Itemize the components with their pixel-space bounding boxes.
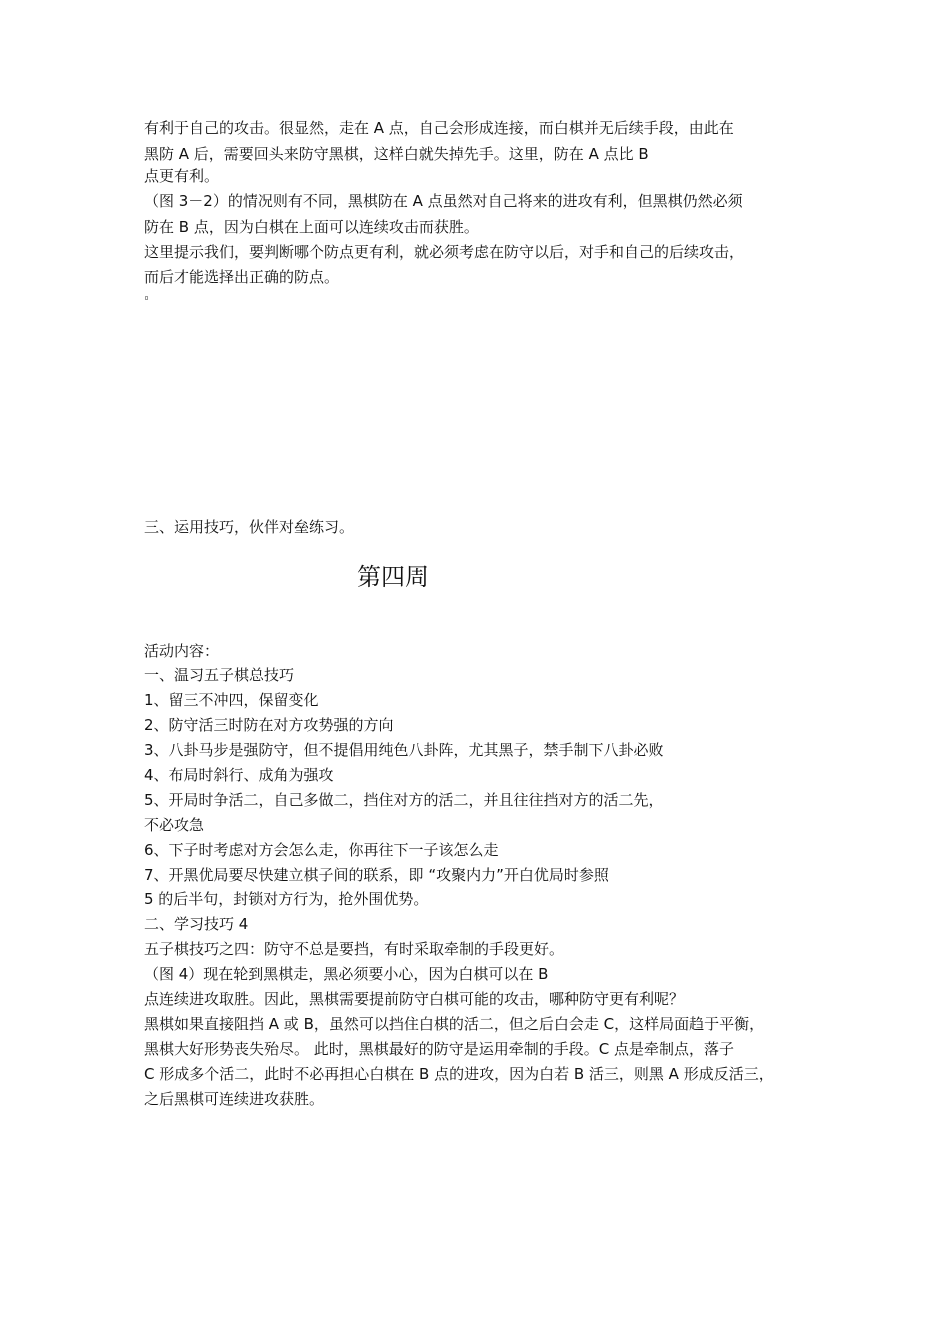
week-heading: 第四周 (357, 563, 429, 591)
section-two-title: 二、学习技巧 4 (144, 915, 249, 933)
list-item: 6、下子时考虑对方会怎么走，你再往下一子该怎么走 (144, 841, 499, 859)
paragraph-line: 点更有利。 (144, 167, 220, 185)
paragraph-line: 黑防 A 后，需要回头来防守黑棋，这样白就失掉先手。这里，防在 A 点比 B (144, 145, 649, 163)
list-item: 3、八卦马步是强防守，但不提倡用纯色八卦阵，尤其黑子，禁手制下八卦必败 (144, 741, 664, 759)
paragraph-line: 防在 B 点，因为白棋在上面可以连续攻击而获胜。 (144, 218, 479, 236)
paragraph-line: 有利于自己的攻击。很显然，走在 A 点，自己会形成连接，而白棋并无后续手段，由此在 (144, 119, 734, 137)
paragraph-line: 点连续进攻取胜。因此，黑棋需要提前防守白棋可能的攻击，哪种防守更有利呢？ (144, 990, 685, 1008)
list-item: 7、开黑优局要尽快建立棋子间的联系，即 “攻聚内力”开白优局时参照 (144, 866, 609, 884)
list-item-continuation: 不必攻急 (144, 816, 205, 834)
section-three-title: 三、运用技巧，伙伴对垒练习。 (144, 518, 355, 536)
paragraph-line: 黑棋如果直接阻挡 A 或 B，虽然可以挡住白棋的活二，但之后白会走 C，这样局面趋于平衡， (144, 1015, 765, 1033)
section-one-title: 一、温习五子棋总技巧 (144, 666, 295, 684)
list-item: 4、布局时斜行、成角为强攻 (144, 766, 334, 784)
list-item-continuation: 5 的后半句，封锁对方行为，抢外围优势。 (144, 890, 429, 908)
paragraph-line: 五子棋技巧之四：防守不总是要挡，有时采取牵制的手段更好。 (144, 940, 565, 958)
paragraph-line: （图 4）现在轮到黑棋走，黑必须要小心，因为白棋可以在 B (144, 965, 549, 983)
paragraph-line: （图 3－2）的情况则有不同，黑棋防在 A 点虽然对自己将来的进攻有利，但黑棋仍然必须 (144, 192, 743, 210)
list-item: 5、开局时争活二，自己多做二，挡住对方的活二，并且往往挡对方的活二先， (144, 791, 664, 809)
paragraph-line: 而后才能选择出正确的防点。 (144, 268, 340, 286)
paragraph-line: 黑棋大好形势丧失殆尽。 此时，黑棋最好的防守是运用牵制的手段。C 点是牵制点，落子 (144, 1040, 735, 1058)
activity-label: 活动内容： (144, 642, 220, 660)
paragraph-line: 之后黑棋可连续进攻获胜。 (144, 1090, 325, 1108)
paragraph-line: C 形成多个活二，此时不必再担心白棋在 B 点的进攻，因为白若 B 活三，则黑 A 形成反活三， (144, 1065, 774, 1083)
list-item: 1、留三不冲四，保留变化 (144, 691, 319, 709)
paragraph-line: 这里提示我们，要判断哪个防点更有利，就必须考虑在防守以后，对手和自己的后续攻击， (144, 243, 745, 261)
list-item: 2、防守活三时防在对方攻势强的方向 (144, 716, 394, 734)
image-placeholder-marker (145, 296, 148, 300)
